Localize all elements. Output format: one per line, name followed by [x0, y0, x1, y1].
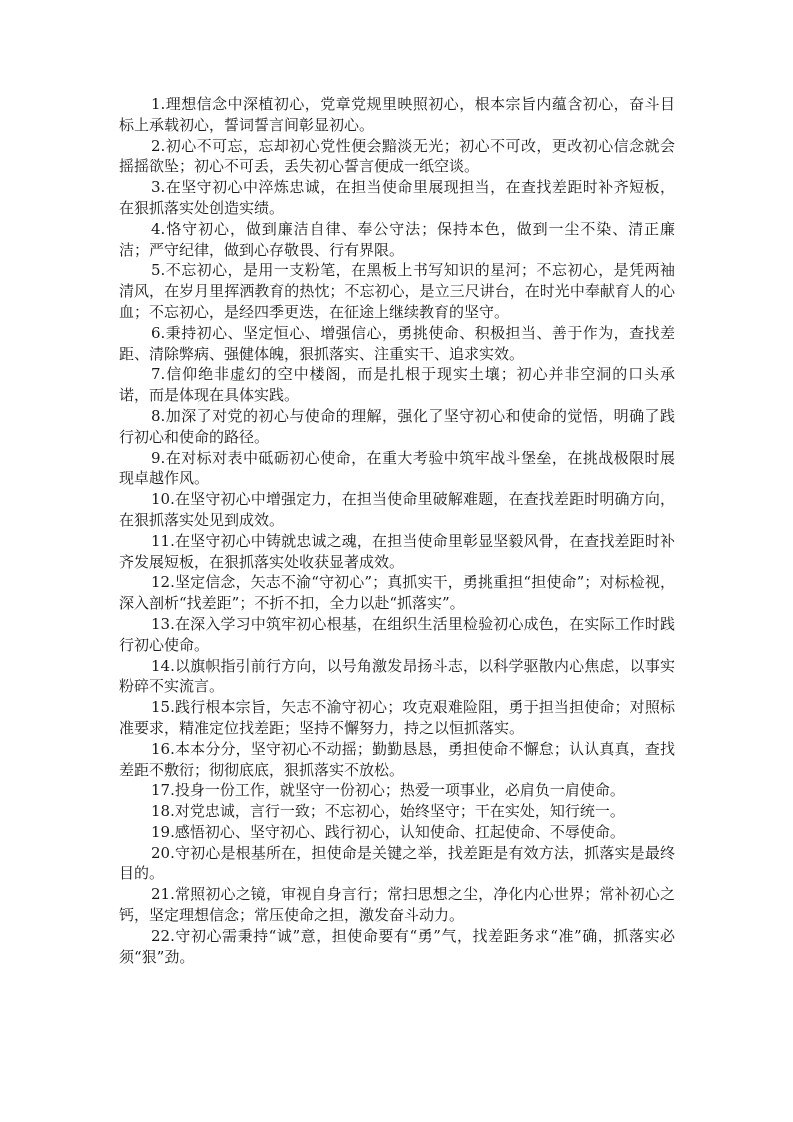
paragraph-13: 13.在深入学习中筑牢初心根基，在组织生活里检验初心成色，在实际工作时践行初心使命。 [119, 614, 675, 654]
paragraph-21: 21.常照初心之镜，审视自身言行；常扫思想之尘，净化内心世界；常补初心之钙，坚定理想信念；常压使命之担，激发奋斗动力。 [119, 885, 675, 925]
paragraph-17: 17.投身一份工作，就坚守一份初心；热爱一项事业，必肩负一肩使命。 [151, 781, 625, 800]
paragraph-9: 9.在对标对表中砥砺初心使命，在重大考验中筑牢战斗堡垒，在挑战极限时展现卓越作风。 [119, 448, 675, 488]
paragraph-3: 3.在坚守初心中淬炼忠诚，在担当使命里展现担当，在查找差距时补齐短板，在狠抓落实处创造实绩。 [119, 178, 675, 217]
paragraph-7: 7.信仰绝非虚幻的空中楼阁，而是扎根于现实土壤；初心并非空洞的口头承诺，而是体现在具体实践。 [119, 365, 675, 405]
paragraph-10: 10.在坚守初心中增强定力，在担当使命里破解难题，在查找差距时明确方向，在狠抓落实处见到成效。 [119, 490, 675, 529]
paragraph-1: 1.理想信念中深植初心，党章党规里映照初心，根本宗旨内蕴含初心，奋斗目标上承载初心，誓词誓言间彰显初心。 [119, 95, 675, 134]
paragraph-2: 2.初心不可忘，忘却初心党性便会黯淡无光；初心不可改，更改初心信念就会摇摇欲坠；初心不可丢，丢失初心誓言便成一纸空谈。 [119, 136, 675, 176]
paragraph-15: 15.践行根本宗旨，矢志不渝守初心；攻克艰难险阻，勇于担当担使命；对照标准要求，精准定位找差距；坚持不懈努力，持之以恒抓落实。 [119, 698, 675, 737]
paragraph-4: 4.恪守初心，做到廉洁自律、奉公守法；保持本色，做到一尘不染、清正廉洁；严守纪律，做到心存敬畏、行有界限。 [119, 219, 675, 259]
paragraph-18: 18.对党忠诚，言行一致；不忘初心，始终坚守；干在实处，知行统一。 [151, 802, 625, 821]
paragraph-19: 19.感悟初心、坚守初心、践行初心，认知使命、扛起使命、不辱使命。 [151, 822, 625, 841]
paragraph-6: 6.秉持初心、坚定恒心、增强信心，勇挑使命、积极担当、善于作为，查找差距、清除弊病、强健体魄，狠抓落实、注重实干、追求实效。 [119, 323, 675, 363]
paragraph-14: 14.以旗帜指引前行方向，以号角激发昂扬斗志，以科学驱散内心焦虑，以事实粉碎不实流言。 [119, 656, 675, 696]
paragraph-20: 20.守初心是根基所在，担使命是关键之举，找差距是有效方法，抓落实是最终目的。 [119, 843, 675, 883]
paragraph-22: 22.守初心需秉持“诚”意，担使命要有“勇”气，找差距务求“准”确，抓落实必须“狠”劲。 [119, 926, 675, 966]
document-body [119, 94, 675, 967]
paragraph-12: 12.坚定信念，矢志不渝“守初心”；真抓实干，勇挑重担“担使命”；对标检视，深入剖析“找差距”；不折不扣，全力以赴“抓落实”。 [119, 573, 675, 613]
paragraph-8: 8.加深了对党的初心与使命的理解，强化了坚守初心和使命的觉悟，明确了践行初心和使命的路径。 [119, 406, 675, 446]
paragraph-16: 16.本本分分，坚守初心不动摇；勤勤恳恳，勇担使命不懈怠；认认真真，查找差距不敷衍；彻彻底底，狠抓落实不放松。 [119, 739, 675, 779]
paragraph-5: 5.不忘初心，是用一支粉笔，在黑板上书写知识的星河；不忘初心，是凭两袖清风，在岁月里挥洒教育的热忱；不忘初心，是立三尺讲台，在时光中奉献育人的心血；不忘初心，是经四季更迭，在征途上继续教育的坚守。 [119, 261, 675, 321]
paragraph-11: 11.在坚守初心中铸就忠诚之魂，在担当使命里彰显坚毅风骨，在查找差距时补齐发展短板，在狠抓落实处收获显著成效。 [119, 531, 675, 571]
